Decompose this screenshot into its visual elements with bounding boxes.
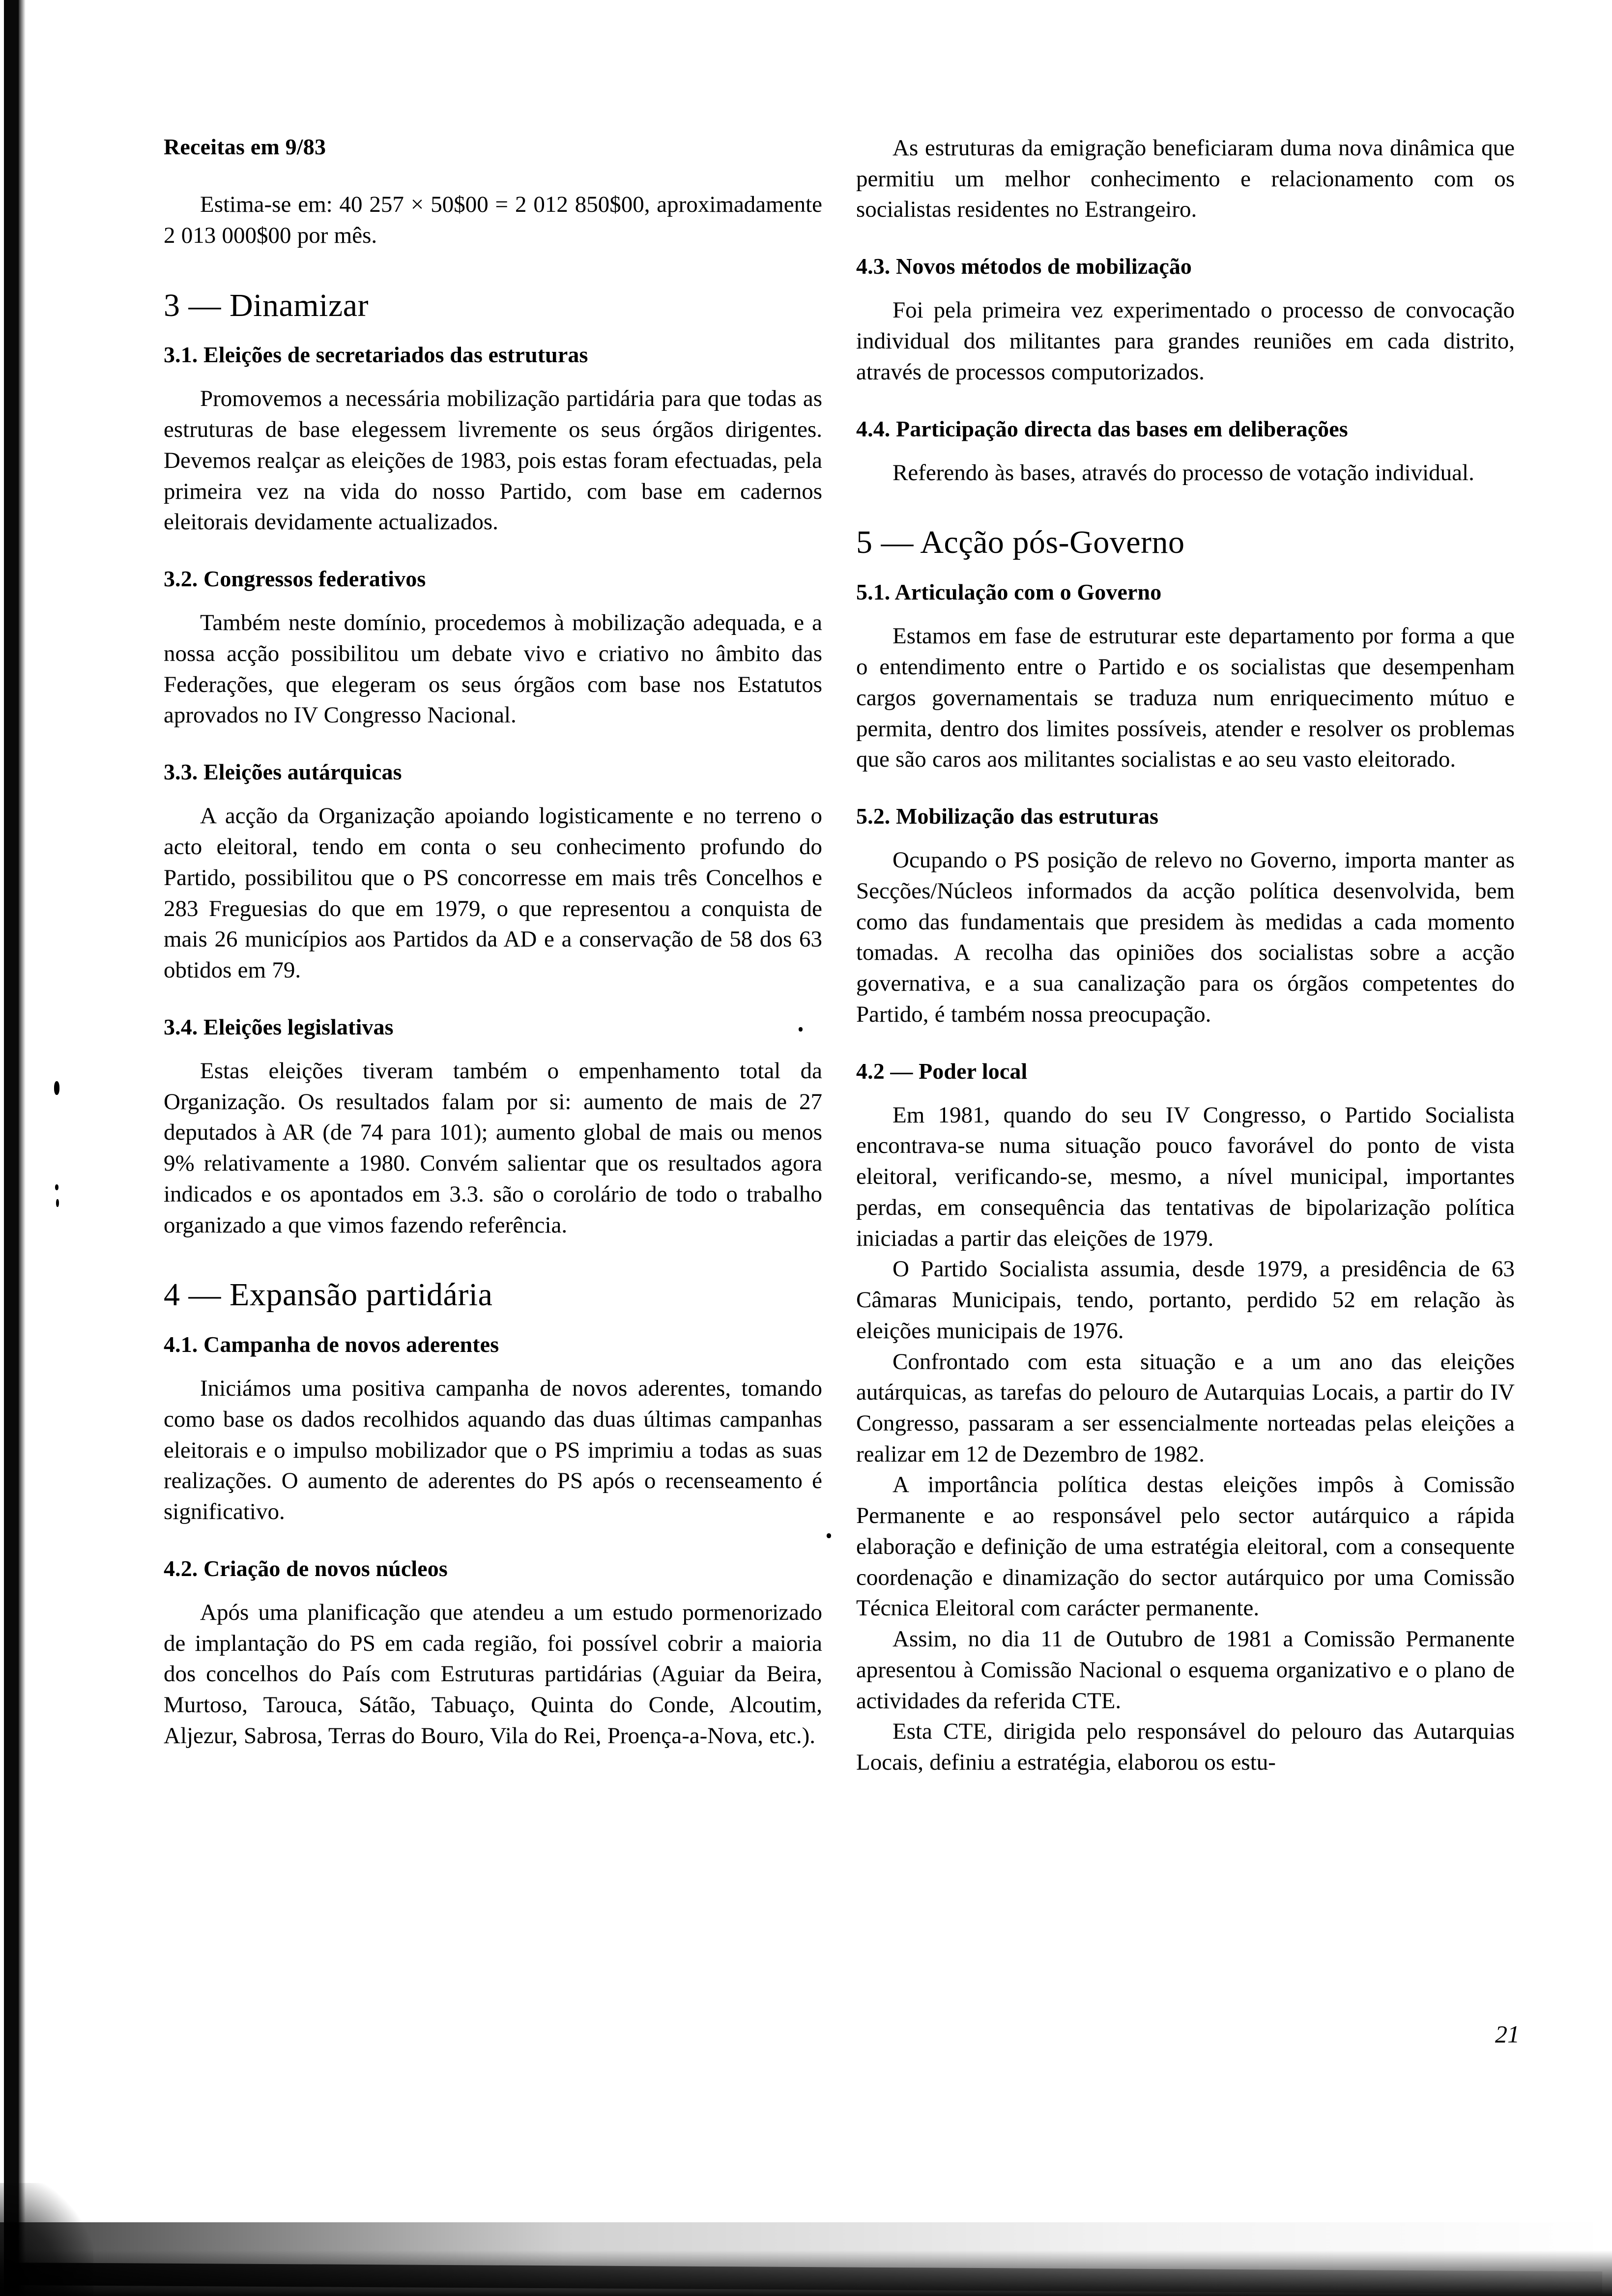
- heading-4-expansao-partidaria: 4 — Expansão partidária: [164, 1277, 493, 1313]
- paragraph-poder-local-1: Em 1981, quando do seu IV Congresso, o Partido Socialista encontrava-se numa situação pouco favorável do ponto de vista eleitoral, verificando-se, mesmo, a nível municipal, importantes perdas, em consequência das tentativas de bipolarização política iniciadas a partir das eleições de 1979.: [856, 1102, 1515, 1251]
- paragraph-4-3: Foi pela primeira vez experimentado o processo de convocação individual dos militantes para grandes reuniões em cada distrito, através de processos computorizados.: [856, 297, 1515, 385]
- paragraph-4-1: Iniciámos uma positiva campanha de novos aderentes, tomando como base os dados recolhidos aquando das duas últimas campanhas eleitorais e o impulso mobilizador que o PS imprimiu a todas as suas realizações. O aumento de aderentes do PS após o recenseamento é significativo.: [164, 1376, 822, 1525]
- paragraph-poder-local-3: Confrontado com esta situação e a um ano das eleições autárquicas, as tarefas do pelouro de Autarquias Locais, a partir do IV Congresso, passaram a ser essencialmente norteadas pelas eleições a realizar em 12 de Dezembro de 1982.: [856, 1349, 1515, 1467]
- paragraph-poder-local-2: O Partido Socialista assumia, desde 1979, a presidência de 63 Câmaras Municipais, tendo, portanto, perdido 52 em relação às eleições municipais de 1976.: [856, 1256, 1515, 1344]
- heading-4-2-criacao-nucleos: 4.2. Criação de novos núcleos: [164, 1555, 448, 1581]
- section-kicker-receitas: Receitas em 9/83: [164, 134, 326, 159]
- paragraph-5-1: Estamos em fase de estruturar este departamento por forma a que o entendimento entre o Partido e os socialistas que desempenham cargos governamentais se traduza num enriquecimento mútuo e permita, dentro dos limites possíveis, atender e resolver os problemas que são caros aos militantes socialistas e ao seu vasto eleitorado.: [856, 623, 1515, 773]
- heading-3-1: 3.1. Eleições de secretariados das estruturas: [164, 342, 588, 368]
- paragraph-3-4: Estas eleições tiveram também o empenhamento total da Organização. Os resultados falam por si: aumento de mais de 27 deputados à AR (de 74 para 101); aumento global de mais ou menos 9% relativamente a 1980. Convém salientar que os resultados agora indicados e os apontados em 3.3. são o corolário de todo o trabalho organizado a que vimos fazendo referência.: [164, 1058, 822, 1238]
- right-column: [856, 133, 1515, 1778]
- paragraph-emigracao: As estruturas da emigração beneficiaram duma nova dinâmica que permitiu um melhor conhecimento e relacionamento com os socialistas residentes no Estrangeiro.: [856, 135, 1515, 223]
- paragraph-3-2: Também neste domínio, procedemos à mobilização adequada, e a nossa acção possibilitou um debate vivo e criativo no âmbito das Federações, que elegeram os seus órgãos com base nos Estatutos aprovados no IV Congresso Nacional.: [164, 610, 822, 728]
- heading-3-dinamizar: 3 — Dinamizar: [164, 287, 369, 323]
- paragraph-3-3: A acção da Organização apoiando logisticamente e no terreno o acto eleitoral, tendo em conta o seu conhecimento profundo do Partido, possibilitou que o PS concorresse em mais três Concelhos e 283 Freguesias do que em 1979, o que representou a conquista de mais 26 municípios aos Partidos da AD e a conservação de 58 dos 63 obtidos em 79.: [164, 803, 822, 983]
- paragraph-estimate: Estima-se em: 40 257 × 50$00 = 2 012 850$00, aproximadamente 2 013 000$00 por mês.: [164, 192, 822, 248]
- paragraph-4-4: Referendo às bases, através do processo de votação individual.: [892, 459, 1474, 486]
- heading-4-2-poder-local: 4.2 — Poder local: [856, 1058, 1028, 1084]
- paragraph-5-2: Ocupando o PS posição de relevo no Governo, importa manter as Secções/Núcleos informados da acção política desenvolvida, bem como das fundamentais que presidem às medidas a cada momento tomadas. A recolha das opiniões dos socialistas sobre a acção governativa, e a sua canalização para os órgãos competentes do Partido, é também nossa preocupação.: [856, 847, 1515, 1027]
- heading-4-3: 4.3. Novos métodos de mobilização: [856, 254, 1192, 279]
- heading-5-1: 5.1. Articulação com o Governo: [856, 579, 1162, 605]
- paragraph-3-1: Promovemos a necessária mobilização partidária para que todas as estruturas de base elegessem livremente os seus órgãos dirigentes. Devemos realçar as eleições de 1983, pois estas foram efectuadas, pela primeira vez na vida do nosso Partido, com base em cadernos eleitorais devidamente actualizados.: [164, 386, 822, 535]
- heading-4-4: 4.4. Participação directa das bases em deliberações: [856, 416, 1348, 441]
- paragraph-poder-local-6: Esta CTE, dirigida pelo responsável do pelouro das Autarquias Locais, definiu a estratégia, elaborou os estu-: [856, 1719, 1515, 1776]
- heading-5-2: 5.2. Mobilização das estruturas: [856, 804, 1159, 829]
- paragraph-4-2: Após uma planificação que atendeu a um estudo pormenorizado de implantação do PS em cada região, foi possível cobrir a maioria dos concelhos do País com Estruturas partidárias (Aguiar da Beira, Murtoso, Tarouca, Sátão, Tabuaço, Quinta do Conde, Alcoutim, Aljezur, Sabrosa, Terras do Bouro, Vila do Rei, Proença-a-Nova, etc.).: [164, 1600, 822, 1749]
- heading-3-3: 3.3. Eleições autárquicas: [164, 759, 402, 785]
- paragraph-poder-local-4: A importância política destas eleições impôs à Comissão Permanente e ao responsável pelo sector autárquico a rápida elaboração e definição de uma estratégia eleitoral, com a consequente coordenação e dinamização do sector autárquico por uma Comissão Técnica Eleitoral com carácter permanente.: [856, 1472, 1515, 1621]
- paragraph-poder-local-5: Assim, no dia 11 de Outubro de 1981 a Comissão Permanente apresentou à Comissão Nacional o esquema organizativo e o plano de actividades da referida CTE.: [856, 1626, 1515, 1714]
- heading-3-4: 3.4. Eleições legislativas: [164, 1014, 394, 1039]
- heading-5-accao-pos-governo: 5 — Acção pós-Governo: [856, 524, 1185, 561]
- heading-3-2: 3.2. Congressos federativos: [164, 566, 426, 592]
- heading-4-1: 4.1. Campanha de novos aderentes: [164, 1332, 499, 1357]
- left-column: [164, 133, 822, 1768]
- page-number: 21: [1495, 2020, 1520, 2048]
